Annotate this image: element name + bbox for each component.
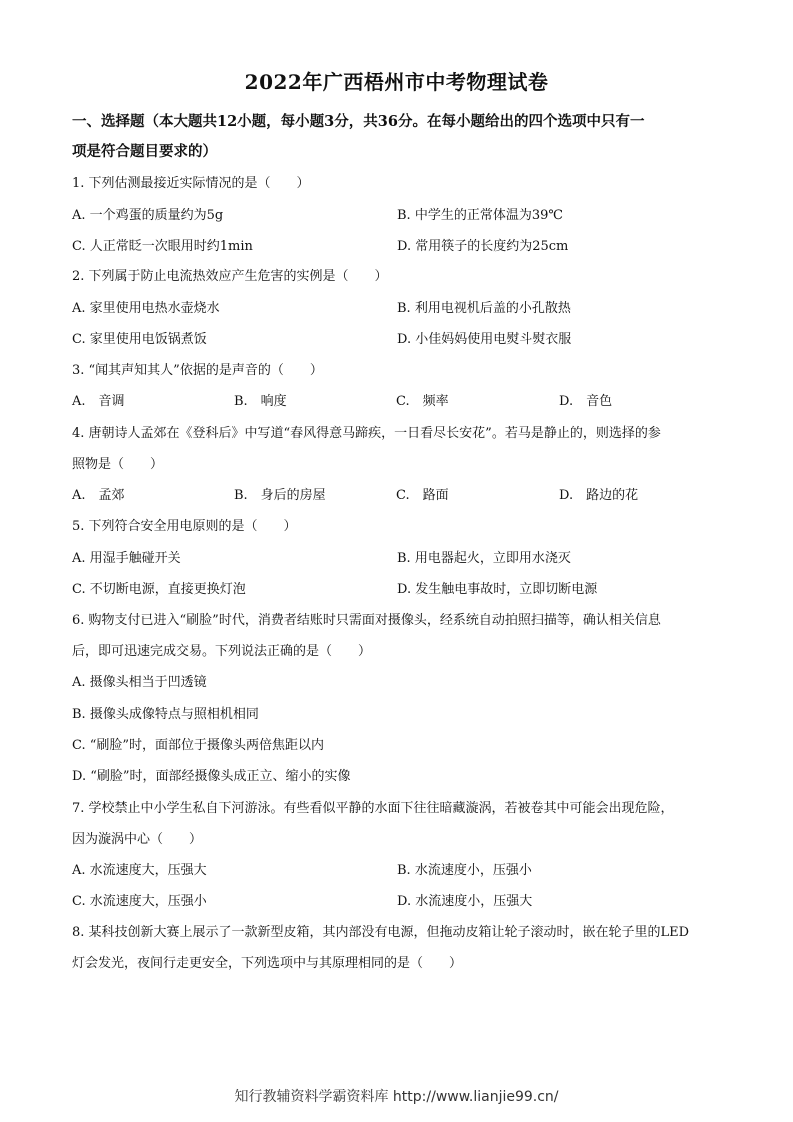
question-6-option-b: B. 摄像头成像特点与照相机相同 — [72, 707, 259, 722]
question-4-option-b: B. 身后的房屋 — [234, 488, 326, 503]
question-4-option-c: C. 路面 — [396, 488, 449, 503]
question-5-option-d: D. 发生触电事故时，立即切断电源 — [397, 582, 598, 597]
question-3-option-b: B. 响度 — [234, 394, 287, 409]
question-2-option-c: C. 家里使用电饭锅煮饭 — [72, 332, 207, 347]
question-6-stem-line-1: 6. 购物支付已进入“刷脸”时代，消费者结账时只需面对摄像头，经系统自动拍照扫描等，确认相关信息 — [72, 613, 661, 628]
section-heading-line-2: 项是符合题目要求的） — [72, 143, 217, 160]
question-1-option-a: A. 一个鸡蛋的质量约为5g — [72, 208, 224, 223]
question-2-option-d: D. 小佳妈妈使用电熨斗熨衣服 — [397, 332, 572, 347]
question-5-option-a: A. 用湿手触碰开关 — [72, 551, 181, 566]
question-7-option-a: A. 水流速度大，压强大 — [72, 863, 207, 878]
footer-watermark: 知行教辅资料学霸资料库 http://www.lianjie99.cn/ — [234, 1089, 559, 1105]
question-8-stem-line-2: 灯会发光，夜间行走更安全，下列选项中与其原理相同的是（ ） — [72, 956, 463, 971]
question-1-stem: 1. 下列估测最接近实际情况的是（ ） — [72, 176, 310, 191]
question-7-option-d: D. 水流速度小，压强大 — [397, 894, 533, 909]
question-1-option-b: B. 中学生的正常体温为39℃ — [397, 208, 563, 223]
question-1-option-c: C. 人正常眨一次眼用时约1min — [72, 239, 253, 254]
question-3-option-a: A. 音调 — [72, 394, 125, 409]
question-1-option-d: D. 常用筷子的长度约为25cm — [397, 239, 569, 254]
question-4-option-d: D. 路边的花 — [559, 488, 639, 503]
question-2-option-b: B. 利用电视机后盖的小孔散热 — [397, 301, 571, 316]
question-5-option-b: B. 用电器起火，立即用水浇灭 — [397, 551, 571, 566]
question-8-stem-line-1: 8. 某科技创新大赛上展示了一款新型皮箱，其内部没有电源，但拖动皮箱让轮子滚动时，嵌在轮子里的LED — [72, 925, 690, 940]
page-title: 2022年广西梧州市中考物理试卷 — [244, 70, 549, 94]
question-6-option-c: C. “刷脸”时，面部位于摄像头两倍焦距以内 — [72, 738, 325, 753]
question-4-stem-line-2: 照物是（ ） — [72, 457, 164, 472]
question-3-option-d: D. 音色 — [559, 394, 613, 409]
section-heading — [72, 107, 732, 167]
question-7-stem-line-2: 因为漩涡中心（ ） — [72, 832, 203, 847]
section-heading-line-1: 一、选择题（本大题共12小题，每小题3分，共36分。在每小题给出的四个选项中只有一 — [72, 113, 645, 130]
question-3-option-c: C. 频率 — [396, 394, 449, 409]
question-7-stem-line-1: 7. 学校禁止中小学生私自下河游泳。有些看似平静的水面下往往暗藏漩涡，若被卷其中可能会出现危险， — [72, 801, 674, 816]
question-7-option-c: C. 水流速度大，压强小 — [72, 894, 207, 909]
question-2-option-a: A. 家里使用电热水壶烧水 — [72, 301, 220, 316]
question-6-option-a: A. 摄像头相当于凹透镜 — [72, 675, 207, 690]
question-6-stem-line-2: 后，即可迅速完成交易。下列说法正确的是（ ） — [72, 644, 372, 659]
question-6-option-d: D. “刷脸”时，面部经摄像头成正立、缩小的实像 — [72, 769, 351, 784]
question-5-option-c: C. 不切断电源，直接更换灯泡 — [72, 582, 246, 597]
question-4-stem-line-1: 4. 唐朝诗人孟郊在《登科后》中写道“春风得意马蹄疾，一日看尽长安花”。若马是静止的，则选择的参 — [72, 426, 661, 441]
question-2-stem: 2. 下列属于防止电流热效应产生危害的实例是（ ） — [72, 269, 388, 284]
question-3-stem: 3. “闻其声知其人”依据的是声音的（ ） — [72, 363, 323, 378]
question-4-option-a: A. 孟郊 — [72, 488, 125, 503]
question-5-stem: 5. 下列符合安全用电原则的是（ ） — [72, 519, 297, 534]
question-7-option-b: B. 水流速度小，压强小 — [397, 863, 532, 878]
